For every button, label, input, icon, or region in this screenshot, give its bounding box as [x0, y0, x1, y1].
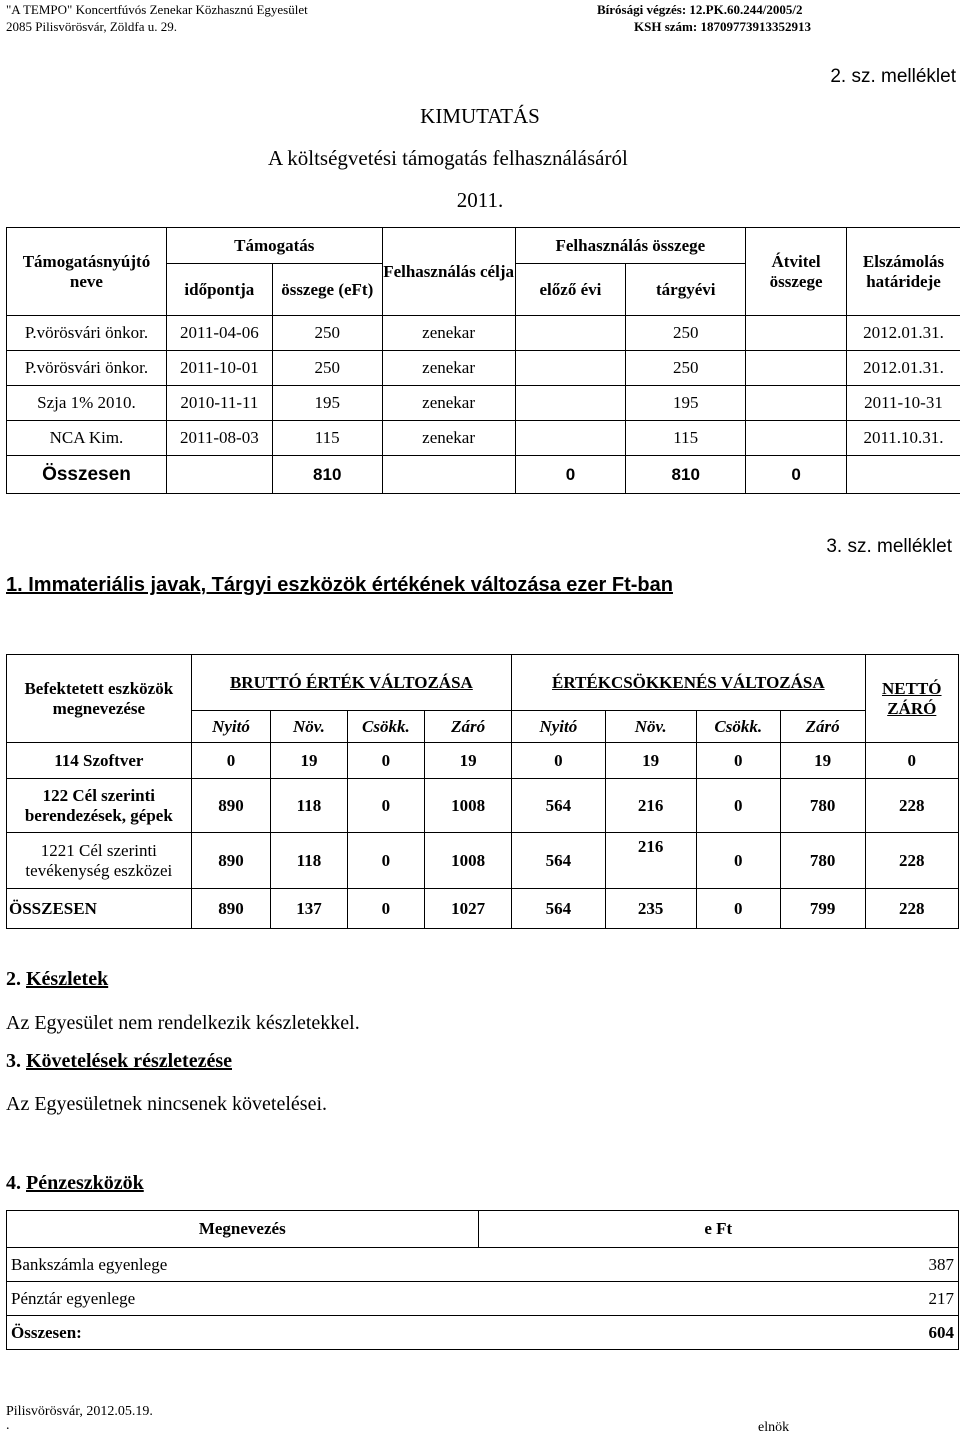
col-grant: Támogatás	[166, 228, 382, 264]
section-2-heading: 2. Készletek	[6, 968, 109, 990]
col-depreciation: ÉRTÉKCSÖKKENÉS VÁLTOZÁSA	[512, 655, 865, 711]
col-gross-dec: Csökk.	[347, 711, 424, 743]
col-date: időpontja	[166, 264, 272, 316]
col-prev-year: előző évi	[515, 264, 626, 316]
org-address: 2085 Pilisvörösvár, Zöldfa u. 29.	[6, 19, 177, 34]
total-row: Összesen: 604	[7, 1316, 959, 1350]
table-row: NCA Kim. 2011-08-03 115 zenekar 115 2011.10.31.	[7, 421, 960, 456]
table-row: Pénztár egyenlege 217	[7, 1282, 959, 1316]
assets-heading: 1. Immateriális javak, Tárgyi eszközök értékének változása ezer Ft-ban	[6, 574, 673, 596]
col-amount: összege (eFt)	[272, 264, 382, 316]
col-gross-inc: Növ.	[271, 711, 347, 743]
col-gross-close: Záró	[425, 711, 512, 743]
col-dep-dec: Csökk.	[696, 711, 780, 743]
table-row: Bankszámla egyenlege 387	[7, 1248, 959, 1282]
section-3-text: Az Egyesületnek nincsenek követelései.	[6, 1093, 327, 1115]
report-subtitle: A költségvetési támogatás felhasználásáról	[268, 146, 628, 170]
section-2-text: Az Egyesület nem rendelkezik készletekkel.	[6, 1012, 360, 1034]
assets-table	[6, 654, 959, 929]
col-transfer: Átvitel összege	[746, 228, 847, 316]
total-row: ÖSSZESEN 890 137 0 1027 564 235 0 799 228	[7, 889, 959, 929]
col-curr-year: tárgyévi	[626, 264, 746, 316]
col-dep-close: Záró	[780, 711, 865, 743]
col-asset-name: Befektetett eszközök megnevezése	[7, 655, 192, 743]
table-row: P.vörösvári önkor. 2011-04-06 250 zenekar 250 2012.01.31.	[7, 316, 960, 351]
col-value: e Ft	[478, 1211, 958, 1248]
annex-2-label: 2. sz. melléklet	[830, 66, 956, 87]
col-net-closing: NETTÓ ZÁRÓ	[865, 655, 958, 743]
footer-signer: elnök	[758, 1420, 790, 1435]
report-title: KIMUTATÁS	[420, 104, 540, 128]
col-grantor: Támogatásnyújtó neve	[7, 228, 167, 316]
col-deadline: Elszámolás határideje	[847, 228, 960, 316]
col-usage-amount: Felhasználás összege	[515, 228, 746, 264]
annex-3-label: 3. sz. melléklet	[826, 536, 952, 557]
table-row: Szja 1% 2010. 2010-11-11 195 zenekar 195 2011-10-31	[7, 386, 960, 421]
table-row: 122 Cél szerinti berendezések, gépek 890 118 0 1008 564 216 0 780 228	[7, 779, 959, 833]
col-name: Megnevezés	[7, 1211, 479, 1248]
col-gross-value: BRUTTÓ ÉRTÉK VÁLTOZÁSA	[191, 655, 511, 711]
grants-table	[6, 227, 960, 494]
table-row: 114 Szoftver 0 19 0 19 0 19 0 19 0	[7, 743, 959, 779]
section-4-heading: 4. Pénzeszközök	[6, 1172, 144, 1194]
col-gross-open: Nyitó	[191, 711, 271, 743]
total-row: Összesen 810 0 810 0	[7, 456, 960, 494]
report-year: 2011.	[456, 188, 504, 212]
footer-place-date: Pilisvörösvár, 2012.05.19.	[6, 1404, 153, 1419]
footer-dot: .	[6, 1418, 10, 1433]
table-row: 1221 Cél szerinti tevékenység eszközei 890 118 0 1008 564 216 0 780 228	[7, 833, 959, 889]
table-header-row	[7, 1211, 959, 1248]
col-dep-inc: Növ.	[605, 711, 696, 743]
court-registration: Bírósági végzés: 12.PK.60.244/2005/2	[597, 2, 803, 17]
org-name: "A TEMPO" Koncertfúvós Zenekar Közhasznú Egyesület	[6, 2, 308, 17]
section-3-heading: 3. Követelések részletezése	[6, 1050, 232, 1072]
col-purpose: Felhasználás célja	[382, 228, 515, 316]
ksh-number: KSH szám: 18709773913352913	[634, 19, 811, 34]
col-dep-open: Nyitó	[512, 711, 605, 743]
table-row: P.vörösvári önkor. 2011-10-01 250 zenekar 250 2012.01.31.	[7, 351, 960, 386]
cash-table	[6, 1210, 959, 1350]
